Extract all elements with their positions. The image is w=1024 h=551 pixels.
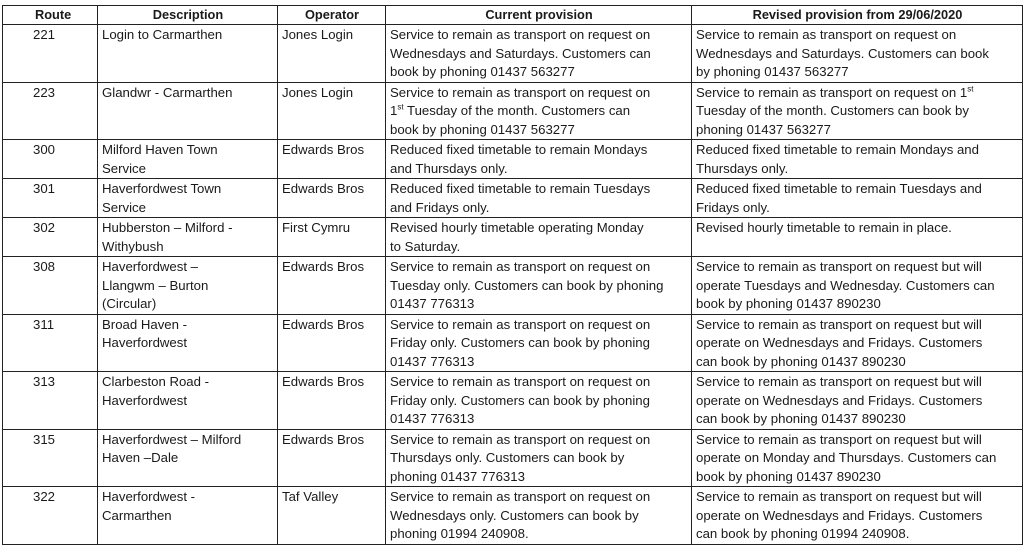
cell-route: 300 (3, 140, 98, 179)
cell-current-provision: Service to remain as transport on request on Friday only. Customers can book by phoning 01437 776313 (386, 372, 692, 430)
cell-revised-provision: Service to remain as transport on request but will operate on Wednesdays and Fridays. Customers can book by phoning 01994 240908. (692, 487, 1023, 545)
table-row (3, 140, 1023, 179)
cell-description: Hubberston – Milford - Withybush (98, 218, 278, 257)
cell-description: Login to Carmarthen (98, 25, 278, 83)
cell-description: Clarbeston Road - Haverfordwest (98, 372, 278, 430)
cell-current-provision: Revised hourly timetable operating Monday to Saturday. (386, 218, 692, 257)
cell-route: 301 (3, 179, 98, 218)
revised-text-end: Tuesday of the month. Customers can book by phoning 01437 563277 (696, 103, 969, 137)
table-row (3, 314, 1023, 372)
cell-current-provision (386, 82, 692, 140)
current-text-start: Service to remain as transport on request on 1 (390, 84, 651, 118)
cell-description: Haverfordwest – Llangwm – Burton (Circular) (98, 257, 278, 315)
cell-revised-provision: Service to remain as transport on request but will operate on Monday and Thursdays. Customers can book by phoning 01437 890230 (692, 429, 1023, 487)
table-row (3, 429, 1023, 487)
table-header-row (3, 6, 1023, 25)
table-row (3, 82, 1023, 140)
table-row (3, 372, 1023, 430)
cell-route: 302 (3, 218, 98, 257)
cell-route: 322 (3, 487, 98, 545)
route-provision-table (2, 5, 1023, 545)
cell-current-provision: Reduced fixed timetable to remain Tuesdays and Fridays only. (386, 179, 692, 218)
table-row (3, 179, 1023, 218)
cell-operator: Jones Login (278, 25, 386, 83)
table-row (3, 25, 1023, 83)
cell-current-provision: Service to remain as transport on request on Thursdays only. Customers can book by phoning 01437 776313 (386, 429, 692, 487)
ordinal-superscript: st (397, 102, 404, 112)
cell-operator: First Cymru (278, 218, 386, 257)
cell-description: Glandwr - Carmarthen (98, 82, 278, 140)
cell-revised-provision: Service to remain as transport on request on Wednesdays and Saturdays. Customers can book by phoning 01437 563277 (692, 25, 1023, 83)
cell-current-provision: Reduced fixed timetable to remain Mondays and Thursdays only. (386, 140, 692, 179)
cell-operator: Edwards Bros (278, 179, 386, 218)
cell-revised-provision: Service to remain as transport on request but will operate Tuesdays and Wednesday. Customers can book by phoning 01437 890230 (692, 257, 1023, 315)
ordinal-superscript: st (967, 84, 974, 94)
cell-description: Haverfordwest – Milford Haven –Dale (98, 429, 278, 487)
cell-revised-provision: Service to remain as transport on request but will operate on Wednesdays and Fridays. Customers can book by phoning 01437 890230 (692, 314, 1023, 372)
cell-operator: Edwards Bros (278, 314, 386, 372)
cell-revised-provision: Reduced fixed timetable to remain Tuesdays and Fridays only. (692, 179, 1023, 218)
table-row (3, 487, 1023, 545)
cell-operator: Edwards Bros (278, 257, 386, 315)
cell-revised-provision (692, 82, 1023, 140)
cell-route: 311 (3, 314, 98, 372)
cell-route: 313 (3, 372, 98, 430)
header-route: Route (3, 6, 98, 25)
cell-revised-provision: Revised hourly timetable to remain in place. (692, 218, 1023, 257)
cell-revised-provision: Reduced fixed timetable to remain Mondays and Thursdays only. (692, 140, 1023, 179)
header-current-provision: Current provision (386, 6, 692, 25)
cell-current-provision: Service to remain as transport on request on Tuesday only. Customers can book by phoning 01437 776313 (386, 257, 692, 315)
cell-route: 315 (3, 429, 98, 487)
cell-current-provision: Service to remain as transport on request on Friday only. Customers can book by phoning 01437 776313 (386, 314, 692, 372)
cell-route: 308 (3, 257, 98, 315)
cell-current-provision: Service to remain as transport on request on Wednesdays only. Customers can book by phoning 01994 240908. (386, 487, 692, 545)
cell-current-provision: Service to remain as transport on request on Wednesdays and Saturdays. Customers can book by phoning 01437 563277 (386, 25, 692, 83)
cell-operator: Jones Login (278, 82, 386, 140)
cell-description: Milford Haven Town Service (98, 140, 278, 179)
cell-operator: Edwards Bros (278, 372, 386, 430)
table-row (3, 257, 1023, 315)
cell-route: 223 (3, 82, 98, 140)
header-description: Description (98, 6, 278, 25)
table-row (3, 218, 1023, 257)
cell-operator: Taf Valley (278, 487, 386, 545)
header-operator: Operator (278, 6, 386, 25)
cell-description: Broad Haven - Haverfordwest (98, 314, 278, 372)
cell-description: Haverfordwest - Carmarthen (98, 487, 278, 545)
cell-route: 221 (3, 25, 98, 83)
cell-operator: Edwards Bros (278, 429, 386, 487)
cell-operator: Edwards Bros (278, 140, 386, 179)
header-revised-provision: Revised provision from 29/06/2020 (692, 6, 1023, 25)
revised-text-start: Service to remain as transport on request on 1 (696, 84, 968, 100)
cell-description: Haverfordwest Town Service (98, 179, 278, 218)
cell-revised-provision: Service to remain as transport on request but will operate on Wednesdays and Fridays. Customers can book by phoning 01437 890230 (692, 372, 1023, 430)
current-text-end: Tuesday of the month. Customers can book by phoning 01437 563277 (390, 103, 631, 137)
